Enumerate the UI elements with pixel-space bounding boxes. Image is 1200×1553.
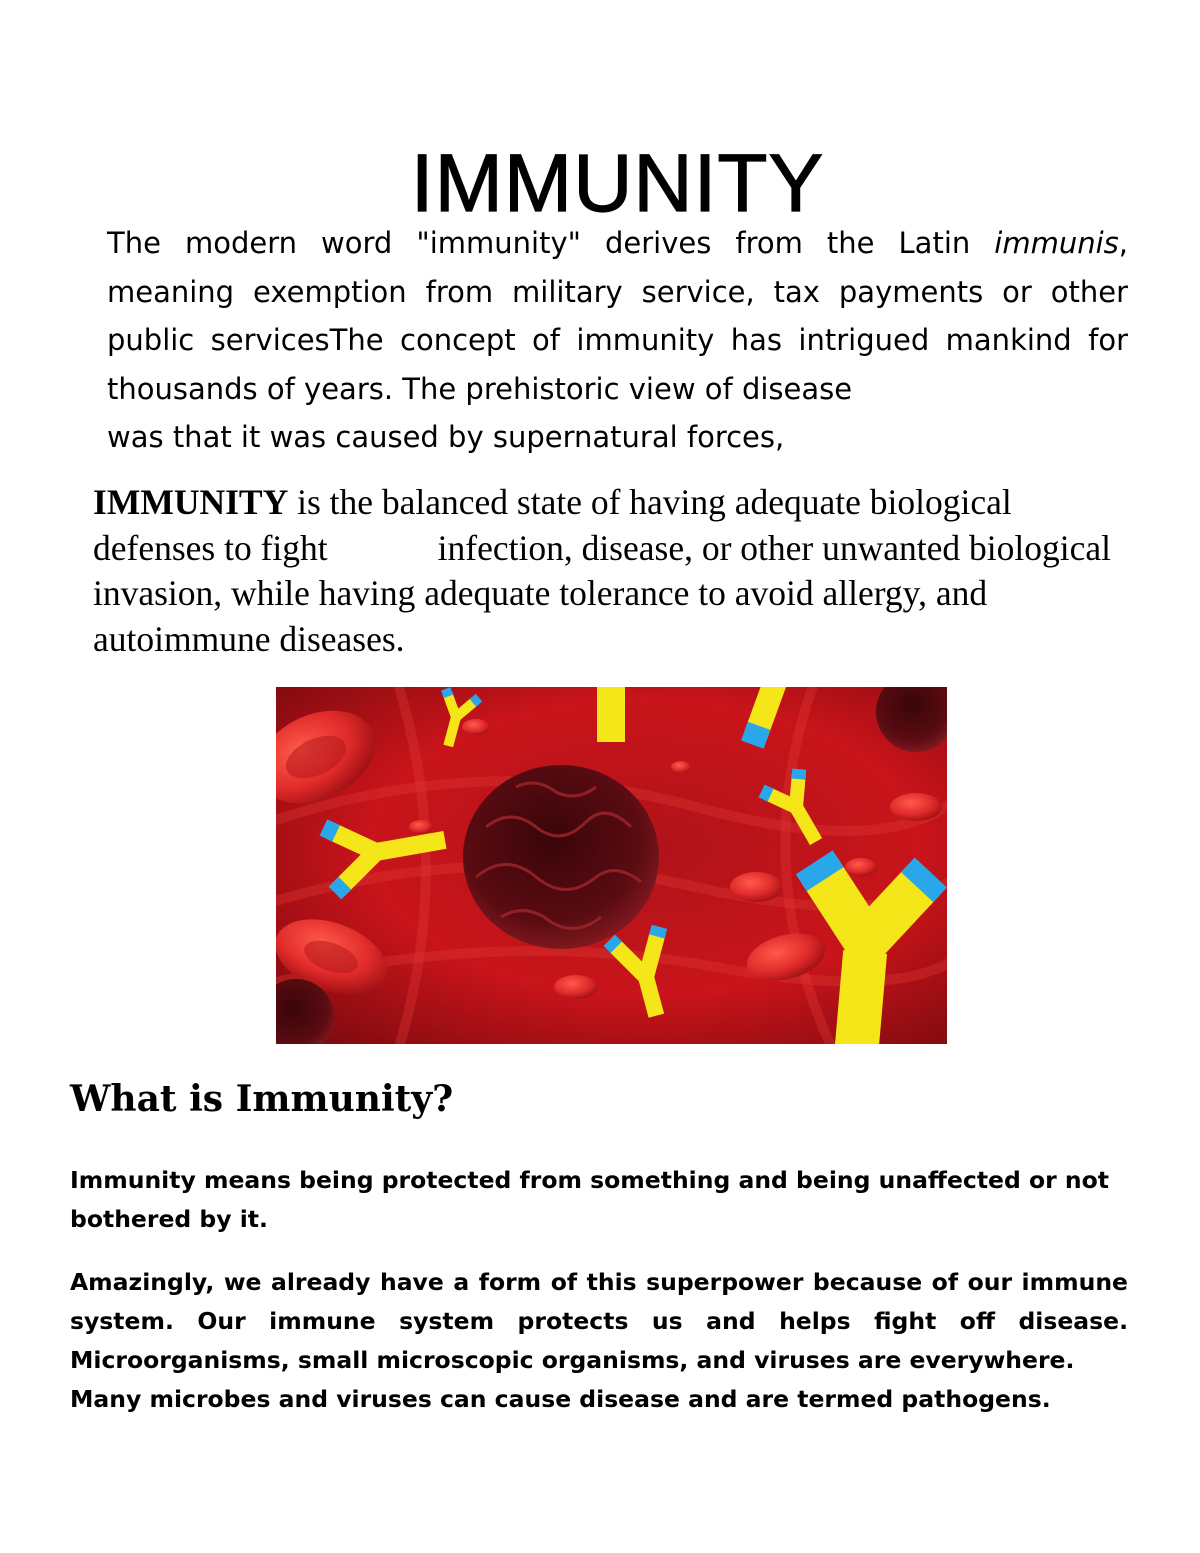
definition-text: is the balanced state of having adequate biological defenses to fight [93,482,1012,568]
definition-paragraph [93,480,1128,662]
page-title: IMMUNITY [410,137,825,229]
paragraph-2-last-line: Many microbes and viruses can cause disease and are termed pathogens. [70,1385,1051,1413]
paragraph-1-text: Immunity means being protected from something and being unaffected or not [70,1166,1110,1194]
intro-text: The modern word "immunity" derives from the Latin [107,226,995,260]
intro-last-line: was that it was caused by supernatural forces, [107,420,785,454]
intro-paragraph [107,219,1128,462]
paragraph-2-text: Amazingly, we already have a form of this superpower because of our immune system. Our immune system protects us and helps fight off disease. Microorganisms, small microscopic organisms, and viruses are everywhere. [70,1268,1128,1374]
intro-text-continued: , meaning exemption from military service, tax payments or other public servicesThe concept of immunity has intrigued mankind for thousands of years. The prehistoric view of disease [107,226,1128,406]
section-heading: What is Immunity? [70,1078,454,1120]
latin-term: immunis [994,226,1119,260]
blood-vessel-illustration [276,687,947,1044]
definition-text-continued: infection, disease, or other unwanted biological invasion, while having adequate tolerance to avoid allergy, and autoimmune diseases. [93,527,1111,659]
section-paragraph-1 [70,1161,1128,1239]
section-paragraph-2 [70,1263,1128,1419]
immune-illustration [276,687,947,1044]
paragraph-1-last-line: bothered by it. [70,1205,268,1233]
definition-term: IMMUNITY [93,482,289,522]
